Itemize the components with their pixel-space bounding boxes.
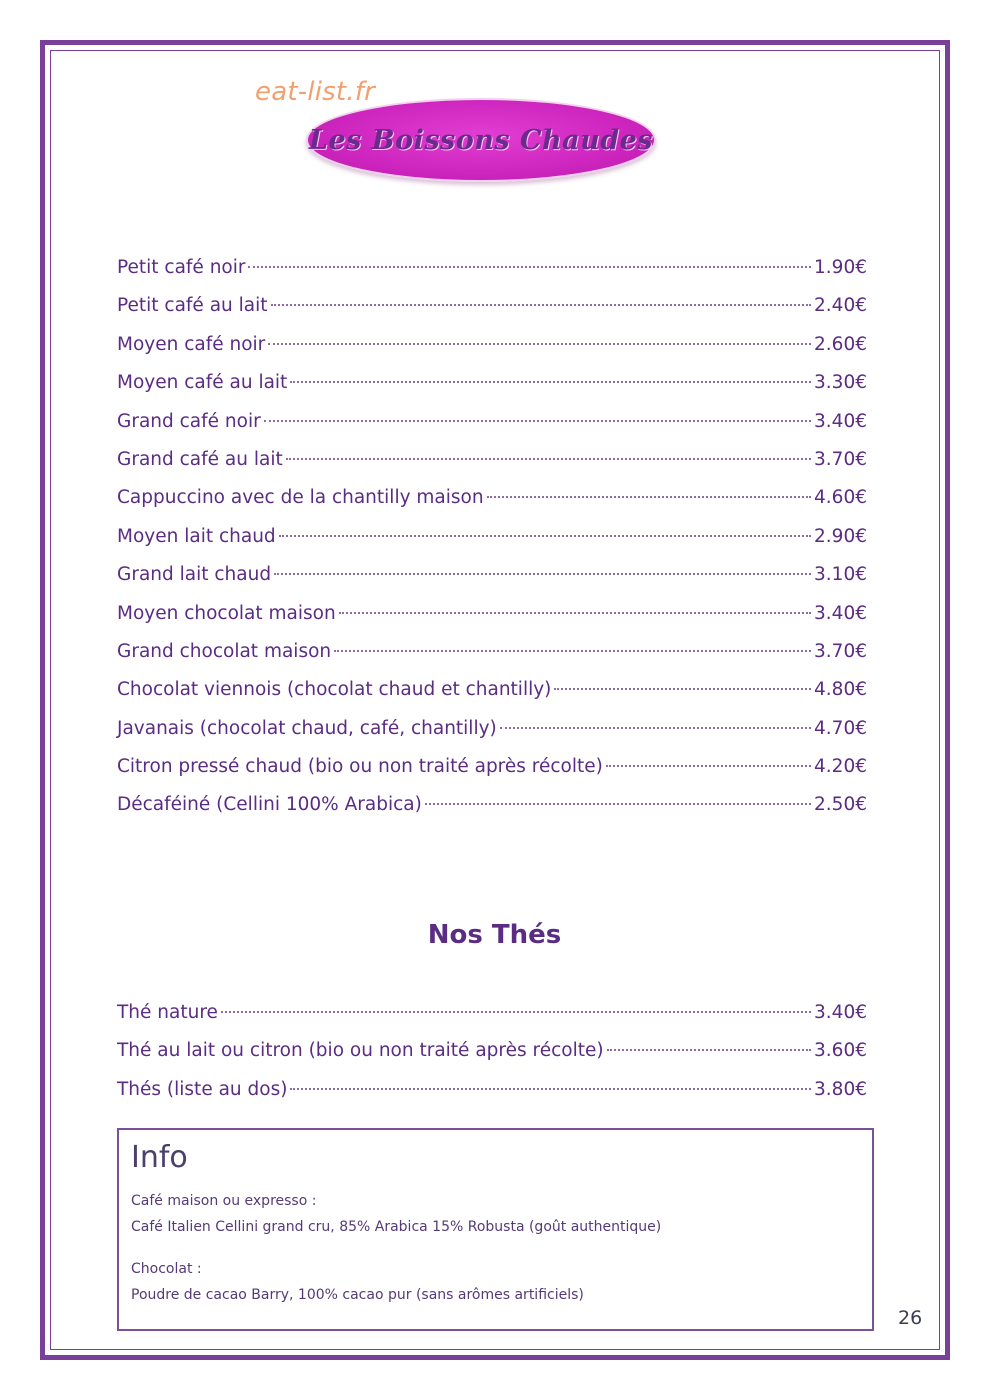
menu-item bbox=[117, 254, 867, 292]
item-name: Décaféiné (Cellini 100% Arabica) bbox=[117, 794, 422, 816]
item-price: 2.90€ bbox=[814, 525, 867, 547]
dot-leader bbox=[268, 343, 811, 345]
item-name: Grand café noir bbox=[117, 410, 261, 432]
chocolate-text: Poudre de cacao Barry, 100% cacao pur (sans arômes artificiels) bbox=[131, 1287, 584, 1303]
dot-leader bbox=[339, 612, 811, 614]
menu-item bbox=[117, 999, 867, 1037]
item-name: Grand chocolat maison bbox=[117, 640, 332, 662]
item-name: Cappuccino avec de la chantilly maison bbox=[117, 487, 484, 509]
dot-leader bbox=[500, 727, 811, 729]
menu-item bbox=[117, 369, 867, 407]
dot-leader bbox=[290, 1088, 811, 1090]
watermark: eat-list.fr bbox=[255, 77, 375, 107]
dot-leader bbox=[248, 266, 811, 268]
menu-item bbox=[117, 523, 867, 561]
item-price: 3.60€ bbox=[814, 1040, 867, 1062]
chocolate-label: Chocolat : bbox=[131, 1261, 202, 1277]
item-name: Grand café au lait bbox=[117, 448, 283, 470]
dot-leader bbox=[279, 535, 811, 537]
menu-item bbox=[117, 753, 867, 791]
dot-leader bbox=[607, 1049, 811, 1051]
dot-leader bbox=[487, 496, 811, 498]
page-title: Les Boissons Chaudes bbox=[309, 124, 653, 156]
item-name: Javanais (chocolat chaud, café, chantilly) bbox=[117, 717, 497, 739]
menu-item bbox=[117, 600, 867, 638]
dot-leader bbox=[334, 650, 811, 652]
item-price: 3.40€ bbox=[814, 410, 867, 432]
item-price: 3.30€ bbox=[814, 372, 867, 394]
item-price: 4.60€ bbox=[814, 487, 867, 509]
info-spacer bbox=[131, 1240, 860, 1256]
menu-item bbox=[117, 1037, 867, 1075]
menu-item bbox=[117, 292, 867, 330]
dot-leader bbox=[274, 573, 811, 575]
item-price: 3.40€ bbox=[814, 1002, 867, 1023]
dot-leader bbox=[221, 1011, 811, 1013]
dot-leader bbox=[286, 458, 811, 460]
dot-leader bbox=[264, 420, 811, 422]
item-price: 3.70€ bbox=[814, 640, 867, 662]
teas-list bbox=[117, 999, 867, 1114]
menu-item bbox=[117, 791, 867, 829]
item-name: Petit café au lait bbox=[117, 295, 268, 317]
menu-item bbox=[117, 331, 867, 369]
dot-leader bbox=[290, 381, 811, 383]
item-price: 4.70€ bbox=[814, 717, 867, 739]
item-price: 3.70€ bbox=[814, 448, 867, 470]
hot-drinks-list bbox=[117, 254, 867, 830]
title-badge bbox=[306, 98, 656, 182]
page-number: 26 bbox=[898, 1307, 923, 1329]
teas-section-title: Nos Thés bbox=[427, 920, 562, 950]
menu-item bbox=[117, 638, 867, 676]
item-price: 2.40€ bbox=[814, 295, 867, 317]
item-price: 1.90€ bbox=[814, 257, 867, 278]
item-name: Moyen café noir bbox=[117, 333, 266, 355]
item-price: 3.40€ bbox=[814, 602, 867, 624]
item-name: Chocolat viennois (chocolat chaud et chantilly) bbox=[117, 679, 552, 701]
item-name: Grand lait chaud bbox=[117, 564, 272, 586]
dot-leader bbox=[425, 803, 811, 805]
item-name: Thé nature bbox=[117, 1002, 218, 1023]
dot-leader bbox=[271, 304, 812, 306]
menu-item bbox=[117, 408, 867, 446]
item-name: Thés (liste au dos) bbox=[117, 1078, 288, 1100]
menu-item bbox=[117, 446, 867, 484]
item-name: Citron pressé chaud (bio ou non traité après récolte) bbox=[117, 756, 603, 778]
menu-item bbox=[117, 676, 867, 714]
menu-item bbox=[117, 484, 867, 522]
item-name: Thé au lait ou citron (bio ou non traité après récolte) bbox=[117, 1040, 604, 1062]
info-title: Info bbox=[131, 1140, 188, 1175]
item-price: 4.20€ bbox=[814, 756, 867, 778]
dot-leader bbox=[554, 688, 811, 690]
item-price: 2.60€ bbox=[814, 333, 867, 355]
dot-leader bbox=[606, 765, 811, 767]
menu-item bbox=[117, 1076, 867, 1114]
item-name: Petit café noir bbox=[117, 257, 246, 278]
item-name: Moyen chocolat maison bbox=[117, 602, 336, 624]
item-price: 4.80€ bbox=[814, 679, 867, 701]
menu-item bbox=[117, 715, 867, 753]
coffee-label: Café maison ou expresso : bbox=[131, 1193, 317, 1209]
item-name: Moyen café au lait bbox=[117, 372, 288, 394]
item-price: 3.10€ bbox=[814, 564, 867, 586]
coffee-text: Café Italien Cellini grand cru, 85% Arabica 15% Robusta (goût authentique) bbox=[131, 1219, 662, 1235]
menu-item bbox=[117, 561, 867, 599]
item-price: 2.50€ bbox=[814, 794, 867, 816]
item-price: 3.80€ bbox=[814, 1078, 867, 1100]
item-name: Moyen lait chaud bbox=[117, 525, 276, 547]
info-box bbox=[117, 1128, 874, 1331]
